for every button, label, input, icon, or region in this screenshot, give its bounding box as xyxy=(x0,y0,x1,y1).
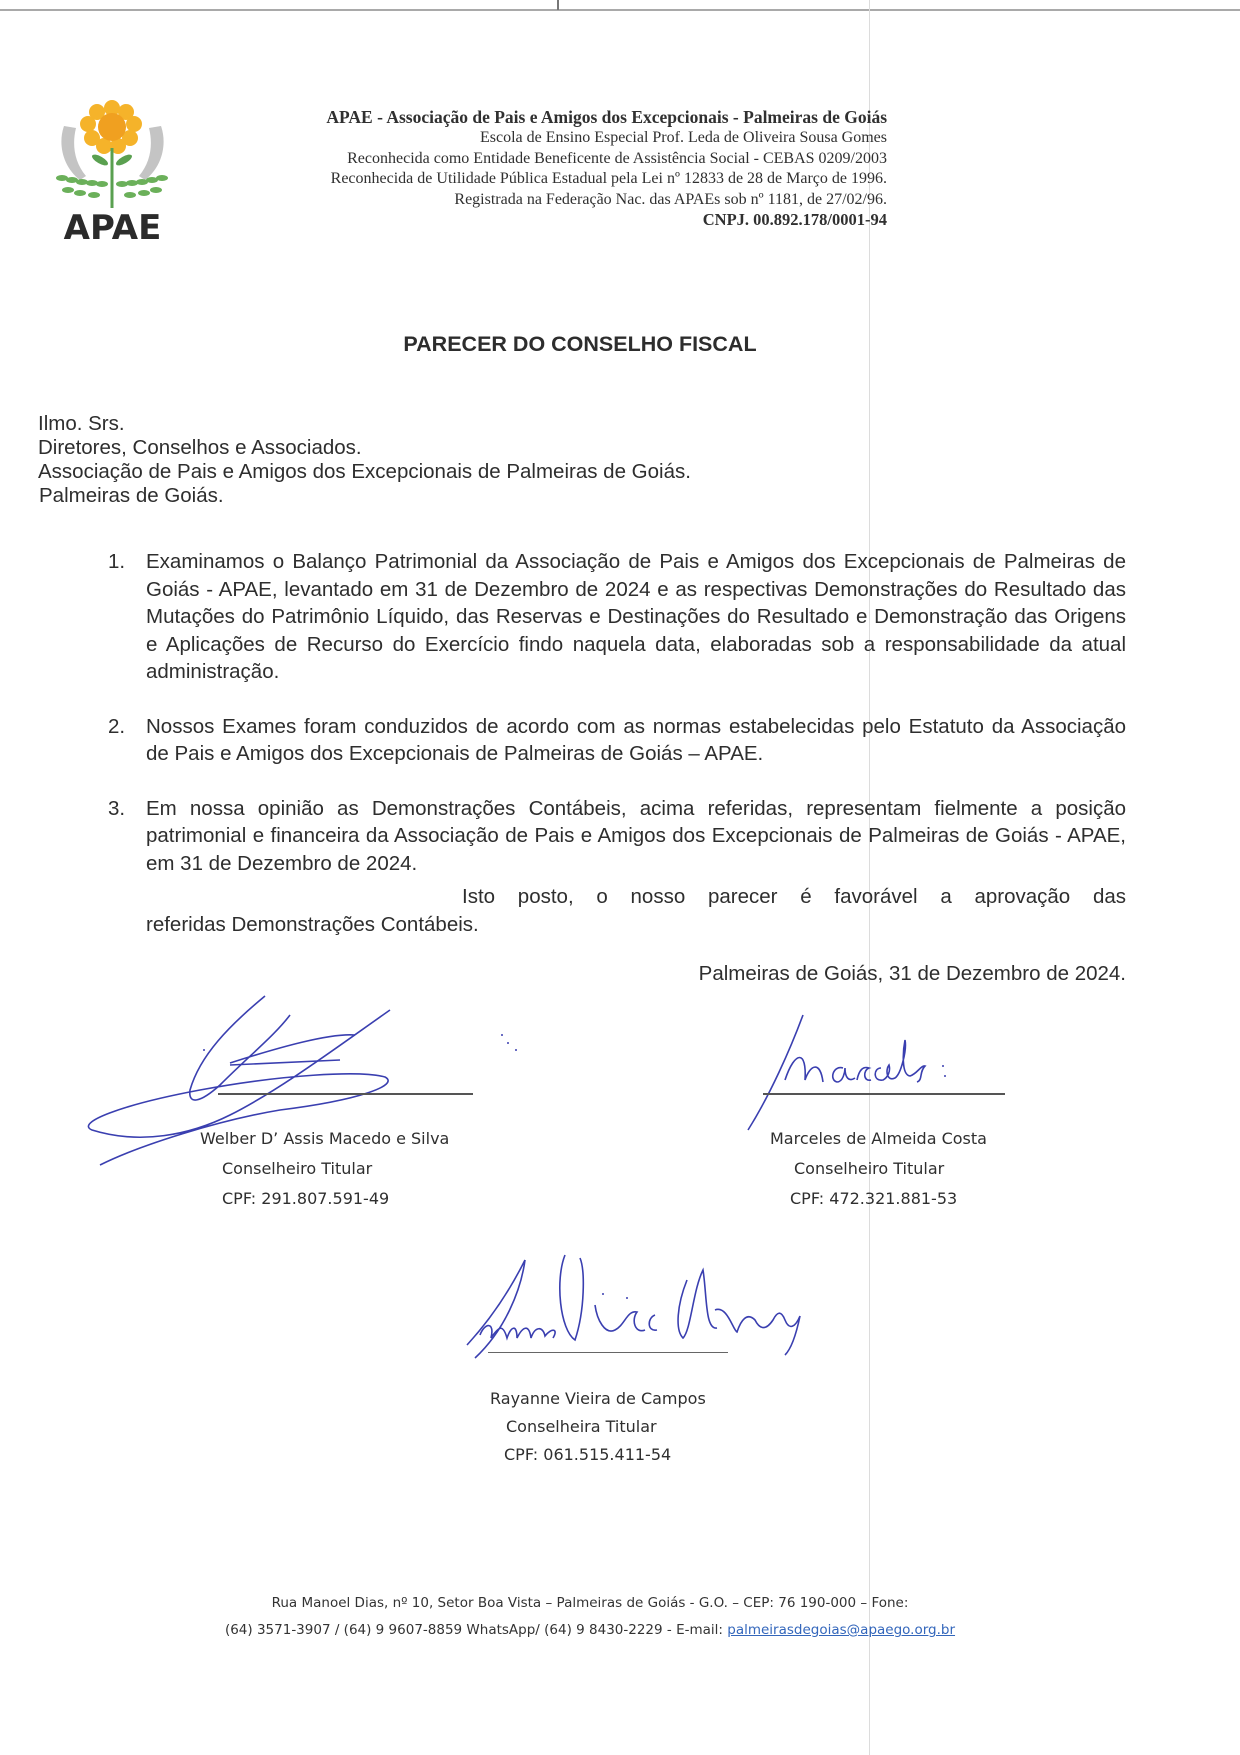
logo-wordmark: APAE xyxy=(63,208,162,248)
signatory-marceles xyxy=(770,1124,1030,1214)
footer-phones: (64) 3571-3907 / (64) 9 9607-8859 WhatsApp/ (64) 9 8430-2229 - E-mail: xyxy=(224,1622,728,1638)
closing-line: referidas Demonstrações Contábeis. xyxy=(146,912,479,936)
signature-line xyxy=(218,1093,473,1095)
signatory-welber xyxy=(200,1124,500,1214)
item-number: 1. xyxy=(108,550,126,573)
signatory-cpf: CPF: 061.515.411-54 xyxy=(504,1445,672,1464)
scan-top-edge xyxy=(0,9,1240,11)
footer xyxy=(0,1590,1180,1644)
signature-rayanne xyxy=(455,1250,825,1360)
salutation-line: Ilmo. Srs. xyxy=(38,412,125,435)
signatory-rayanne xyxy=(470,1385,730,1469)
opinion-item xyxy=(108,713,1126,768)
signature-marceles xyxy=(745,1010,1025,1135)
signatory-name: Marceles de Almeida Costa xyxy=(770,1129,987,1148)
email-link[interactable]: palmeirasdegoias@apaego.org.br xyxy=(727,1622,956,1638)
signatory-role: Conselheira Titular xyxy=(506,1417,657,1436)
organization-name: APAE - Associação de Pais e Amigos dos Excepcionais - Palmeiras de Goiás xyxy=(326,107,887,127)
signatory-name: Welber D’ Assis Macedo e Silva xyxy=(200,1129,450,1148)
date-line: Palmeiras de Goiás, 31 de Dezembro de 2024. xyxy=(698,962,1126,985)
salutation xyxy=(38,412,691,508)
letterhead-line: Registrada na Federação Nac. das APAEs sob nº 1181, de 27/02/96. xyxy=(454,190,887,208)
signature-line xyxy=(763,1093,1005,1095)
footer-address: Rua Manoel Dias, nº 10, Setor Boa Vista – Palmeiras de Goiás - G.O. – CEP: 76 190-000 – Fone: xyxy=(271,1595,909,1611)
signatory-role: Conselheiro Titular xyxy=(794,1159,945,1178)
opinion-item xyxy=(108,795,1126,878)
salutation-line: Associação de Pais e Amigos dos Excepcionais de Palmeiras de Goiás. xyxy=(38,460,691,483)
letterhead-line: Reconhecida de Utilidade Pública Estadual pela Lei nº 12833 de 28 de Março de 1996. xyxy=(330,170,887,187)
item-text: Examinamos o Balanço Patrimonial da Associação de Pais e Amigos dos Excepcionais de Palmeiras de Goiás - APAE, levantado em 31 de Dezembro de 2024 e as respectivas Demonstrações do Resultado das Mutações do Patrimônio Líquido, das Reservas e Destinações do Resultado e Demonstração das Origens e Aplicações de Recurso do Exercício findo naquela data, elaboradas sob a responsabilidade da atual administração. xyxy=(146,550,1126,683)
letterhead-line: Escola de Ensino Especial Prof. Leda de Oliveira Sousa Gomes xyxy=(480,129,887,146)
signatory-name: Rayanne Vieira de Campos xyxy=(490,1389,706,1408)
signature-line xyxy=(488,1352,728,1353)
closing-line: Isto posto, o nosso parecer é favorável a aprovação das xyxy=(462,885,1126,908)
signatory-role: Conselheiro Titular xyxy=(222,1159,373,1178)
item-text: Em nossa opinião as Demonstrações Contábeis, acima referidas, representam fielmente a posição patrimonial e financeira da Associação de Pais e Amigos dos Excepcionais de Palmeiras de Goiás - APAE, em 31 de Dezembro de 2024. xyxy=(146,796,1126,875)
scan-tick-mark xyxy=(557,0,559,10)
footer-contacts xyxy=(0,1617,1180,1644)
letterhead-line: Reconhecida como Entidade Beneficente de Assistência Social - CEBAS 0209/2003 xyxy=(347,149,887,167)
item-number: 3. xyxy=(108,796,126,820)
document-title: PARECER DO CONSELHO FISCAL xyxy=(403,332,757,356)
opinion-items xyxy=(108,548,1126,904)
cnpj: CNPJ. 00.892.178/0001-94 xyxy=(702,210,887,229)
closing-paragraph xyxy=(146,883,1126,938)
signatory-cpf: CPF: 291.807.591-49 xyxy=(222,1189,390,1208)
salutation-line: Diretores, Conselhos e Associados. xyxy=(38,436,362,459)
item-text: Nossos Exames foram conduzidos de acordo com as normas estabelecidas pelo Estatuto da Associação de Pais e Amigos dos Excepcionais de Palmeiras de Goiás – APAE. xyxy=(146,714,1126,765)
letterhead xyxy=(190,107,887,231)
flower-hands-icon xyxy=(50,98,175,210)
salutation-line: Palmeiras de Goiás. xyxy=(39,484,224,507)
item-number: 2. xyxy=(108,714,126,738)
signatory-cpf: CPF: 472.321.881-53 xyxy=(790,1189,958,1208)
apae-logo xyxy=(50,98,175,248)
opinion-item xyxy=(108,548,1126,686)
